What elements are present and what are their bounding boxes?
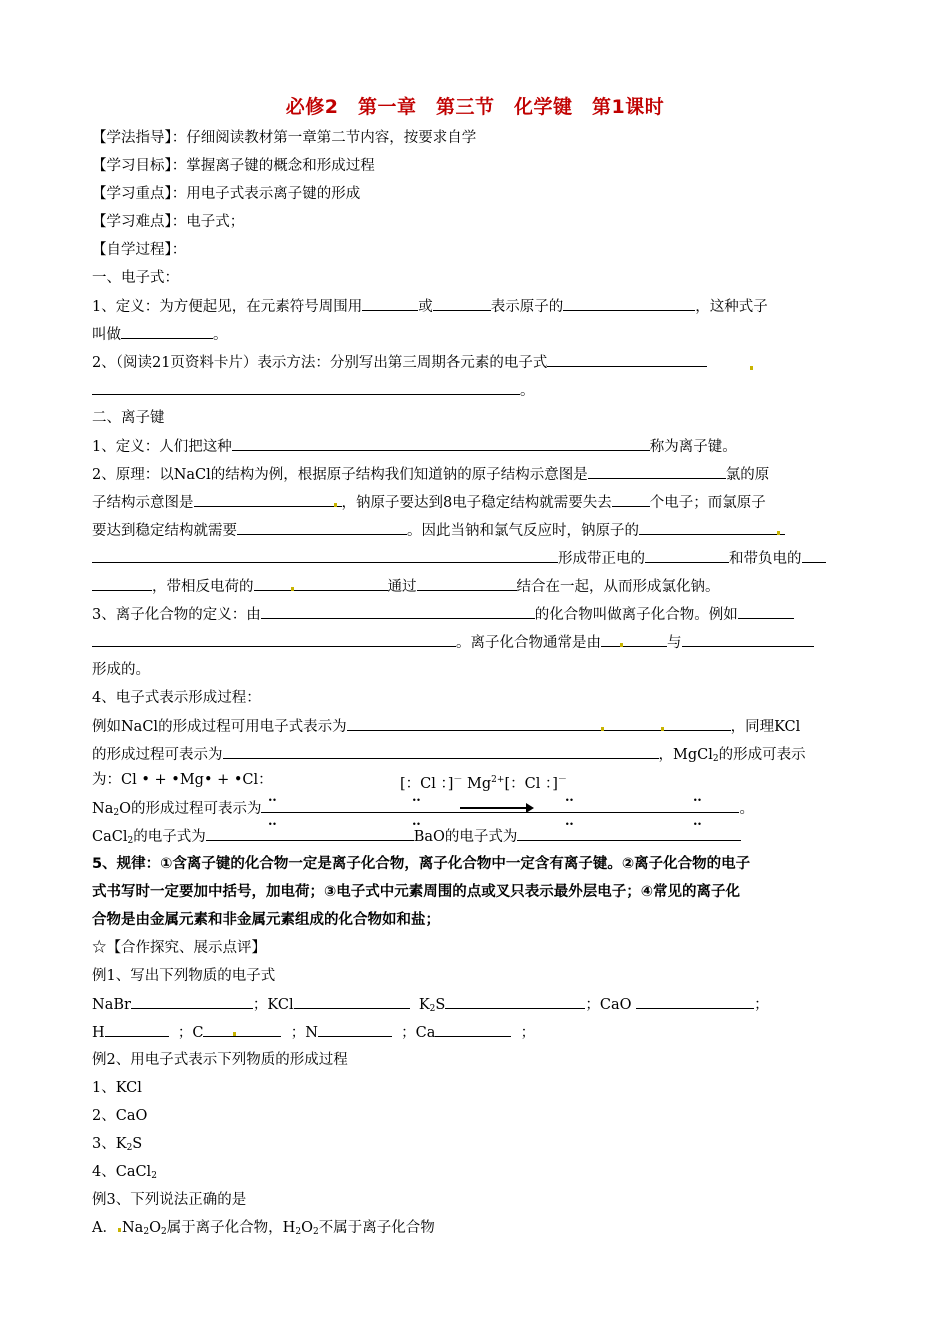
blank [417,576,517,591]
s2-formation-1: 例如NaCl的形成过程可用电子式表示为 ，同理KCl [92,716,800,737]
intro-difficulty: 【学习难点】：电子式； [92,214,245,230]
blank [294,994,410,1009]
blank [261,604,535,619]
blank [254,576,388,591]
s2-cacl2-bao-line: CaCl$_2$的电子式为 BaO的电子式为 [92,826,741,851]
marker-dot [291,587,294,591]
electron-dots: ‥ [412,814,422,829]
blank [92,548,558,563]
blank [347,716,731,731]
s1-reading-line-2: 。 [92,380,535,401]
blank [645,548,729,563]
electron-dots: ‥ [268,790,278,805]
blank [802,548,826,563]
blank [237,520,407,535]
blank [131,994,253,1009]
intro-method: 【学法指导】：仔细阅读教材第一章第二节内容，按要求自学 [92,130,477,146]
marker-dot [777,531,780,535]
s2-formation-heading: 4、电子式表示形成过程： [92,690,261,706]
marker-dot [620,643,623,647]
s2-principle-5: ，带相反电荷的 通过 结合在一起，从而形成氯化钠。 [92,576,720,597]
blank [223,744,659,759]
electron-dots: ‥ [693,790,703,805]
s2-na2o-line: $Na_2O$的形成过程可表示为 。 [92,798,754,823]
intro-goal: 【学习目标】：掌握离子键的概念和形成过程 [92,158,375,174]
electron-dots: ‥ [565,814,575,829]
s2-principle-1: 2、原理：以NaCl的结构为例，根据原子结构我们知道钠的原子结构示意图是 氯的原 [92,464,769,485]
marker-dot [750,366,753,370]
example-1: 例1、写出下列物质的电子式 [92,968,276,984]
blank [92,380,520,395]
example-3-option-a: A． $Na_2O_2$属于离子化合物，$H_2O_2$不属于离子化合物 [92,1220,435,1237]
s2-principle-3: 要达到稳定结构就需要 。因此当钠和氯气反应时，钠原子的 [92,520,785,541]
example-2-item-1: 1、KCl [92,1080,142,1096]
blank [203,1022,281,1037]
electron-dots: ‥ [693,814,703,829]
s2-definition: 1、定义：人们把这种 称为离子键。 [92,436,737,457]
electron-dots: ‥ [268,814,278,829]
section-1-heading: 一、电子式： [92,270,179,286]
blank [121,324,213,339]
blank [318,1022,392,1037]
blank [682,632,814,647]
intro-focus: 【学习重点】：用电子式表示离子键的形成 [92,186,361,202]
s2-compound-1: 3、离子化合物的定义：由 的化合物叫做离子化合物。例如 [92,604,794,625]
blank [105,1022,169,1037]
blank [92,576,152,591]
page-title: 必修2 第一章 第三节 化学键 第1课时 [285,96,665,118]
blank [636,994,754,1009]
example-1-row-1: NaBr ；KCl $K_2S$ ；CaO ； [92,994,769,1019]
s2-mgcl2-product: [：Cl ：]－ $Mg^{2+}$[：Cl ：]－ [400,775,567,792]
electron-dots: ‥ [412,790,422,805]
blank [601,632,667,647]
example-2: 例2、用电子式表示下列物质的形成过程 [92,1052,348,1068]
blank [92,632,456,647]
s2-mgcl2-formula: 为：Cl • + •Mg• + •Cl： [92,772,273,788]
marker-dot [661,727,664,731]
s2-compound-2: 。离子化合物通常是由 与 [92,632,814,653]
s2-rule-1: 5、规律：①含离子键的化合物一定是离子化合物，离子化合物中一定含有离子键。②离子化合物的电子 [92,856,751,872]
marker-dot [233,1032,236,1036]
blank [639,520,785,535]
blank [435,1022,511,1037]
blank [433,296,491,311]
blank [194,492,342,507]
example-3: 例3、下列说法正确的是 [92,1192,247,1208]
example-2-item-3: 3、$K_2S$ [92,1136,143,1153]
s1-definition-line-2: 叫做 。 [92,324,228,345]
example-2-item-4: 4、CaCl$_2$ [92,1164,157,1181]
blank [547,352,707,367]
blank [517,826,741,841]
blank [232,436,650,451]
s2-rule-2: 式书写时一定要加中括号，加电荷；③电子式中元素周围的点或叉只表示最外层电子；④常见的离子化 [92,884,741,900]
s1-definition-line: 1、定义：为方便起见，在元素符号周围用 或 表示原子的 ，这种式子 [92,296,768,317]
example-1-row-2: H ；C ；N ；Ca ； [92,1022,535,1043]
s2-rule-3: 合物是由金属元素和非金属元素组成的化合物如和盐； [92,912,440,928]
s1-reading-line: 2、（阅读21页资料卡片）表示方法：分别写出第三周期各元素的电子式 [92,352,707,373]
s2-compound-3: 形成的。 [92,662,150,678]
blank [563,296,695,311]
section-2-heading: 二、离子键 [92,410,165,426]
s2-formation-2: 的形成过程可表示为 ，MgCl$_2$的形成可表示 [92,744,806,769]
blank [445,994,585,1009]
blank [588,464,726,479]
blank [261,798,739,813]
blank [206,826,414,841]
blank [612,492,650,507]
intro-process: 【自学过程】： [92,242,187,258]
s2-principle-2: 子结构示意图是 ，钠原子要达到8电子稳定结构就需要失去 个电子；而氯原子 [92,492,766,513]
blank [738,604,794,619]
marker-dot [601,727,604,731]
electron-dots: ‥ [565,790,575,805]
marker-dot [334,503,337,507]
section-3-heading: ☆【合作探究、展示点评】 [92,940,266,956]
s2-principle-4: 形成带正电的 和带负电的 [92,548,826,569]
example-2-item-2: 2、CaO [92,1108,148,1124]
marker-dot [118,1228,121,1232]
blank [362,296,418,311]
